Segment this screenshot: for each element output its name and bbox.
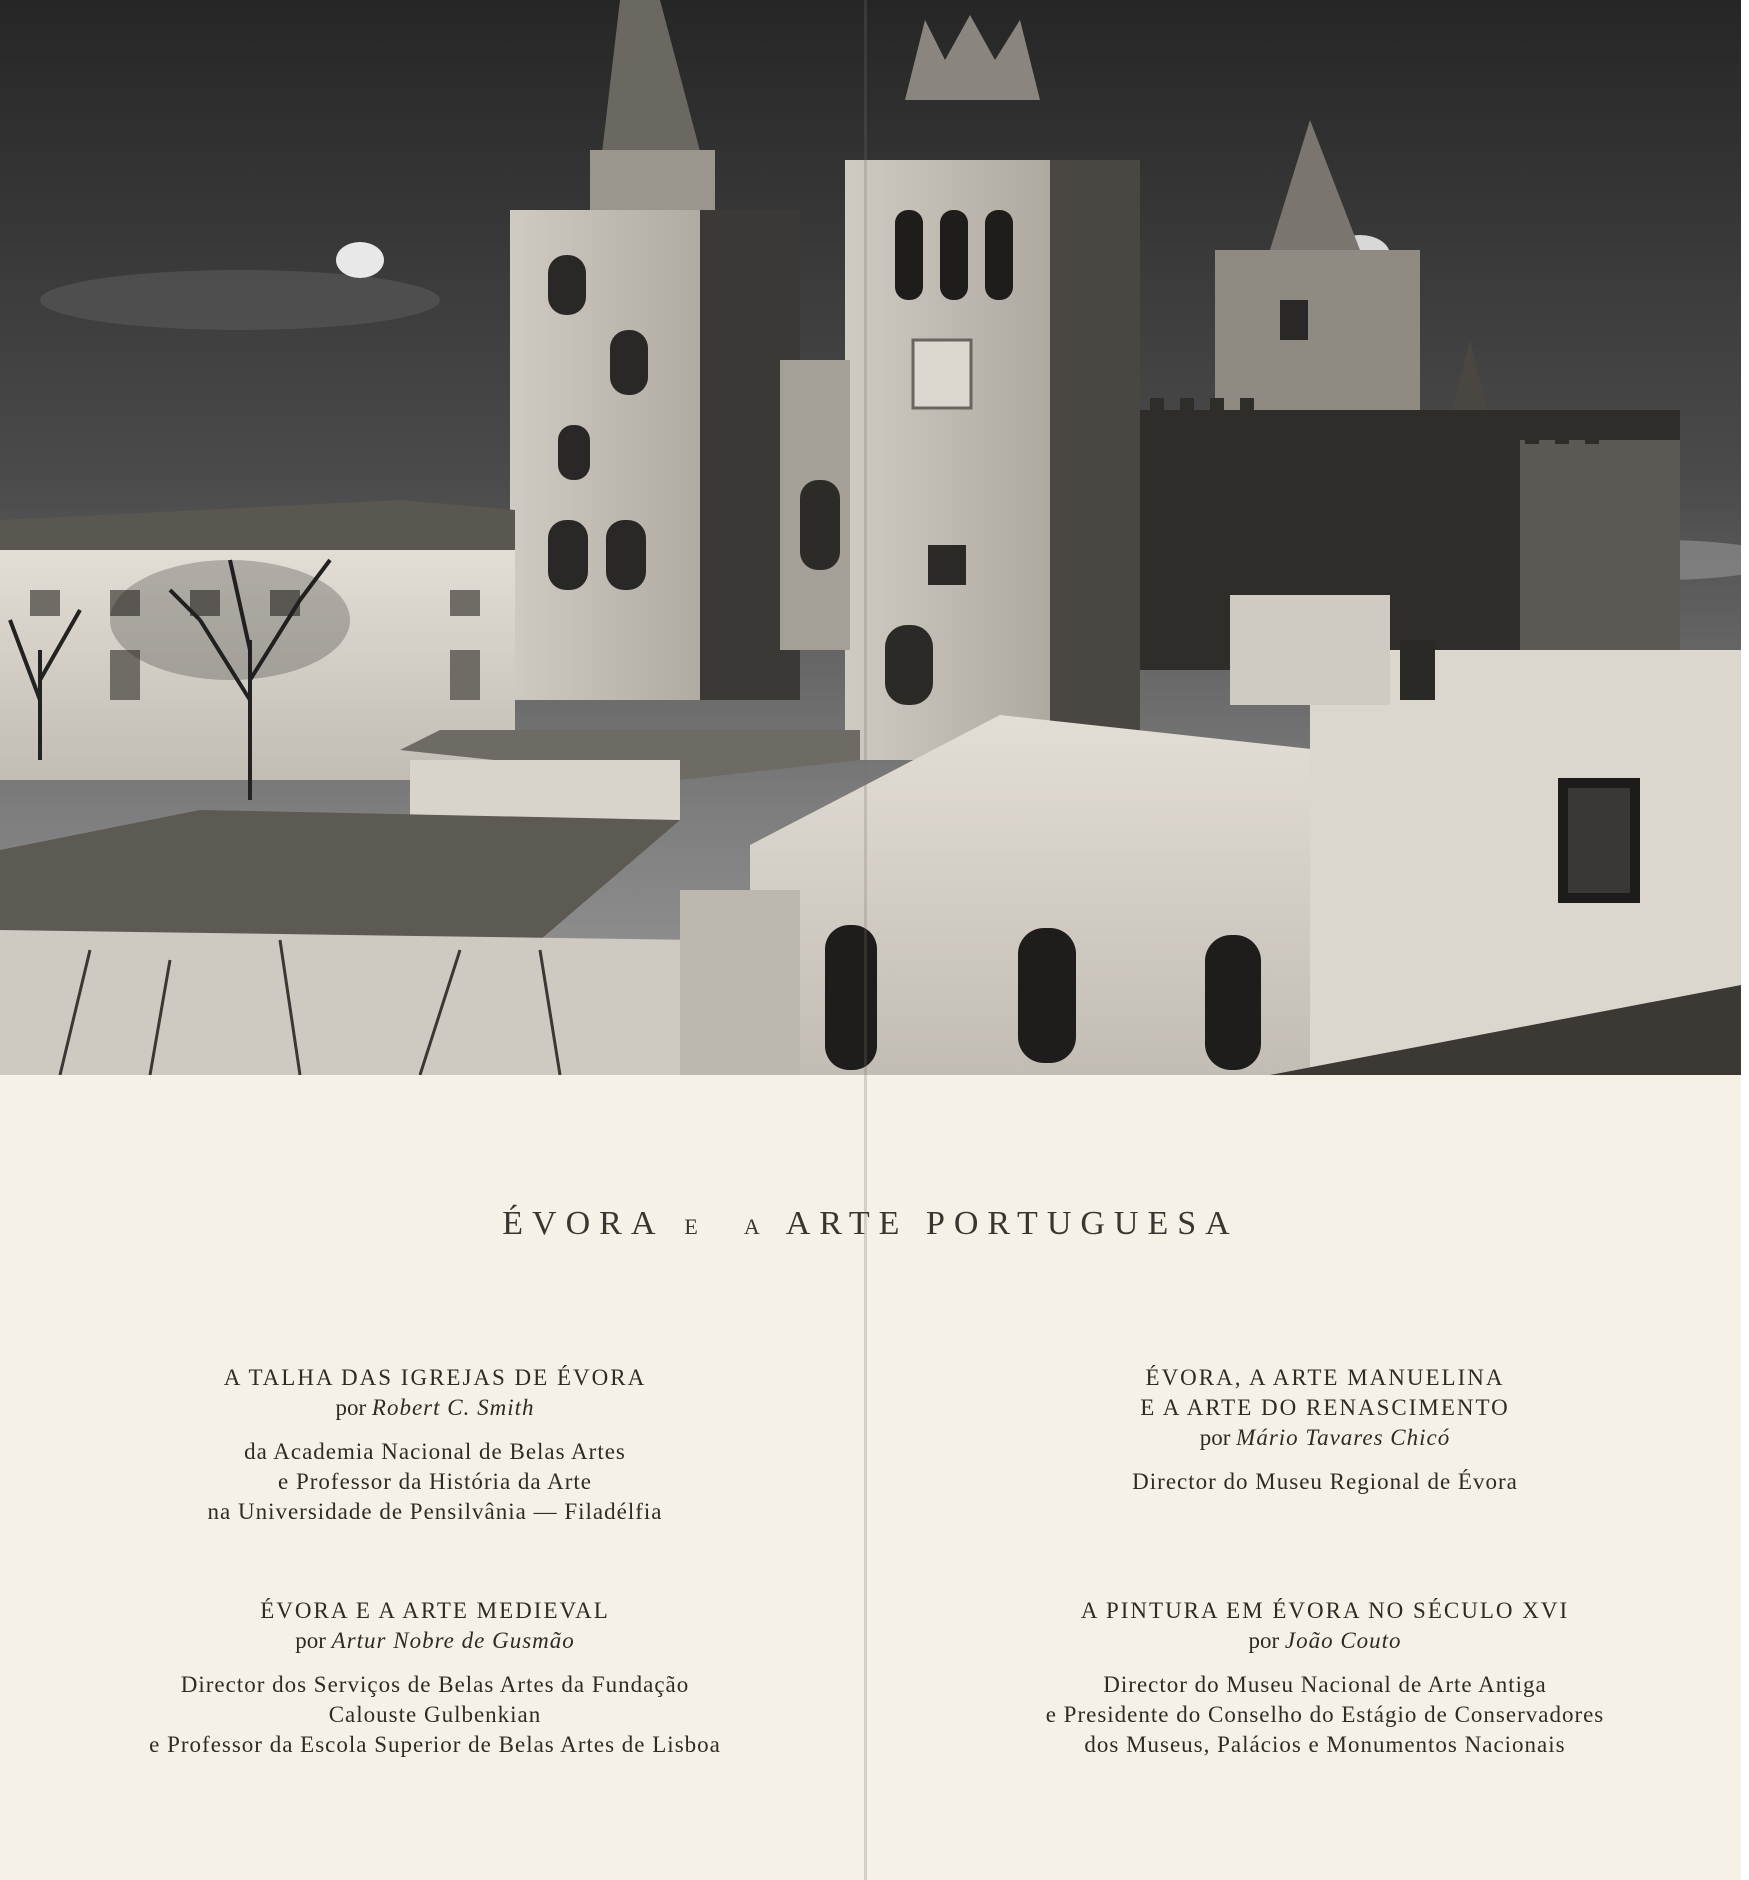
byline-prefix: por bbox=[295, 1628, 326, 1653]
title-part-evora: ÉVORA bbox=[502, 1205, 665, 1242]
lecture-author: Robert C. Smith bbox=[371, 1395, 535, 1420]
author-bio-line: Director do Museu Nacional de Arte Antiga bbox=[1103, 1672, 1547, 1697]
lecture-medieval bbox=[70, 1596, 800, 1760]
lecture-title-line-2: E A ARTE DO RENASCIMENTO bbox=[1140, 1395, 1510, 1420]
lecture-talha bbox=[110, 1363, 760, 1527]
lecture-byline bbox=[935, 1626, 1715, 1656]
author-bio-line: Director dos Serviços de Belas Artes da Fundação bbox=[180, 1672, 690, 1697]
lecture-byline bbox=[70, 1626, 800, 1656]
author-bio-line: e Professor da História da Arte bbox=[278, 1469, 592, 1494]
lecture-pintura bbox=[935, 1596, 1715, 1760]
title-part-a: A bbox=[743, 1214, 766, 1239]
lecture-title: A PINTURA EM ÉVORA NO SÉCULO XVI bbox=[1080, 1598, 1570, 1623]
byline-prefix: por bbox=[1199, 1425, 1231, 1450]
byline-prefix: por bbox=[335, 1395, 367, 1420]
lecture-byline bbox=[975, 1423, 1675, 1453]
byline-prefix: por bbox=[1248, 1628, 1280, 1653]
author-bio-line: na Universidade de Pensilvânia — Filadélfia bbox=[207, 1499, 663, 1524]
author-bio-line: dos Museus, Palácios e Monumentos Nacionais bbox=[1084, 1732, 1566, 1757]
main-title bbox=[0, 1205, 1741, 1243]
fold-crease bbox=[864, 0, 867, 1880]
author-bio-line: e Professor da Escola Superior de Belas Artes de Lisboa bbox=[149, 1732, 721, 1757]
lecture-title: A TALHA DAS IGREJAS DE ÉVORA bbox=[223, 1365, 647, 1390]
author-bio-line: da Academia Nacional de Belas Artes bbox=[244, 1439, 626, 1464]
author-bio-line: Calouste Gulbenkian bbox=[328, 1702, 542, 1727]
lecture-manuelina bbox=[975, 1363, 1675, 1497]
lecture-title-line-1: ÉVORA, A ARTE MANUELINA bbox=[1145, 1365, 1505, 1390]
lecture-author: João Couto bbox=[1284, 1628, 1402, 1653]
lecture-author: Artur Nobre de Gusmão bbox=[331, 1628, 575, 1653]
title-part-e: E bbox=[684, 1214, 704, 1239]
lecture-byline bbox=[110, 1393, 760, 1423]
title-part-arte-portuguesa: ARTE PORTUGUESA bbox=[785, 1205, 1239, 1242]
author-bio-line: Director do Museu Regional de Évora bbox=[1132, 1469, 1518, 1494]
author-bio-line: e Presidente do Conselho do Estágio de Conservadores bbox=[1045, 1702, 1605, 1727]
lecture-title: ÉVORA E A ARTE MEDIEVAL bbox=[260, 1598, 610, 1623]
lecture-author: Mário Tavares Chicó bbox=[1236, 1425, 1451, 1450]
